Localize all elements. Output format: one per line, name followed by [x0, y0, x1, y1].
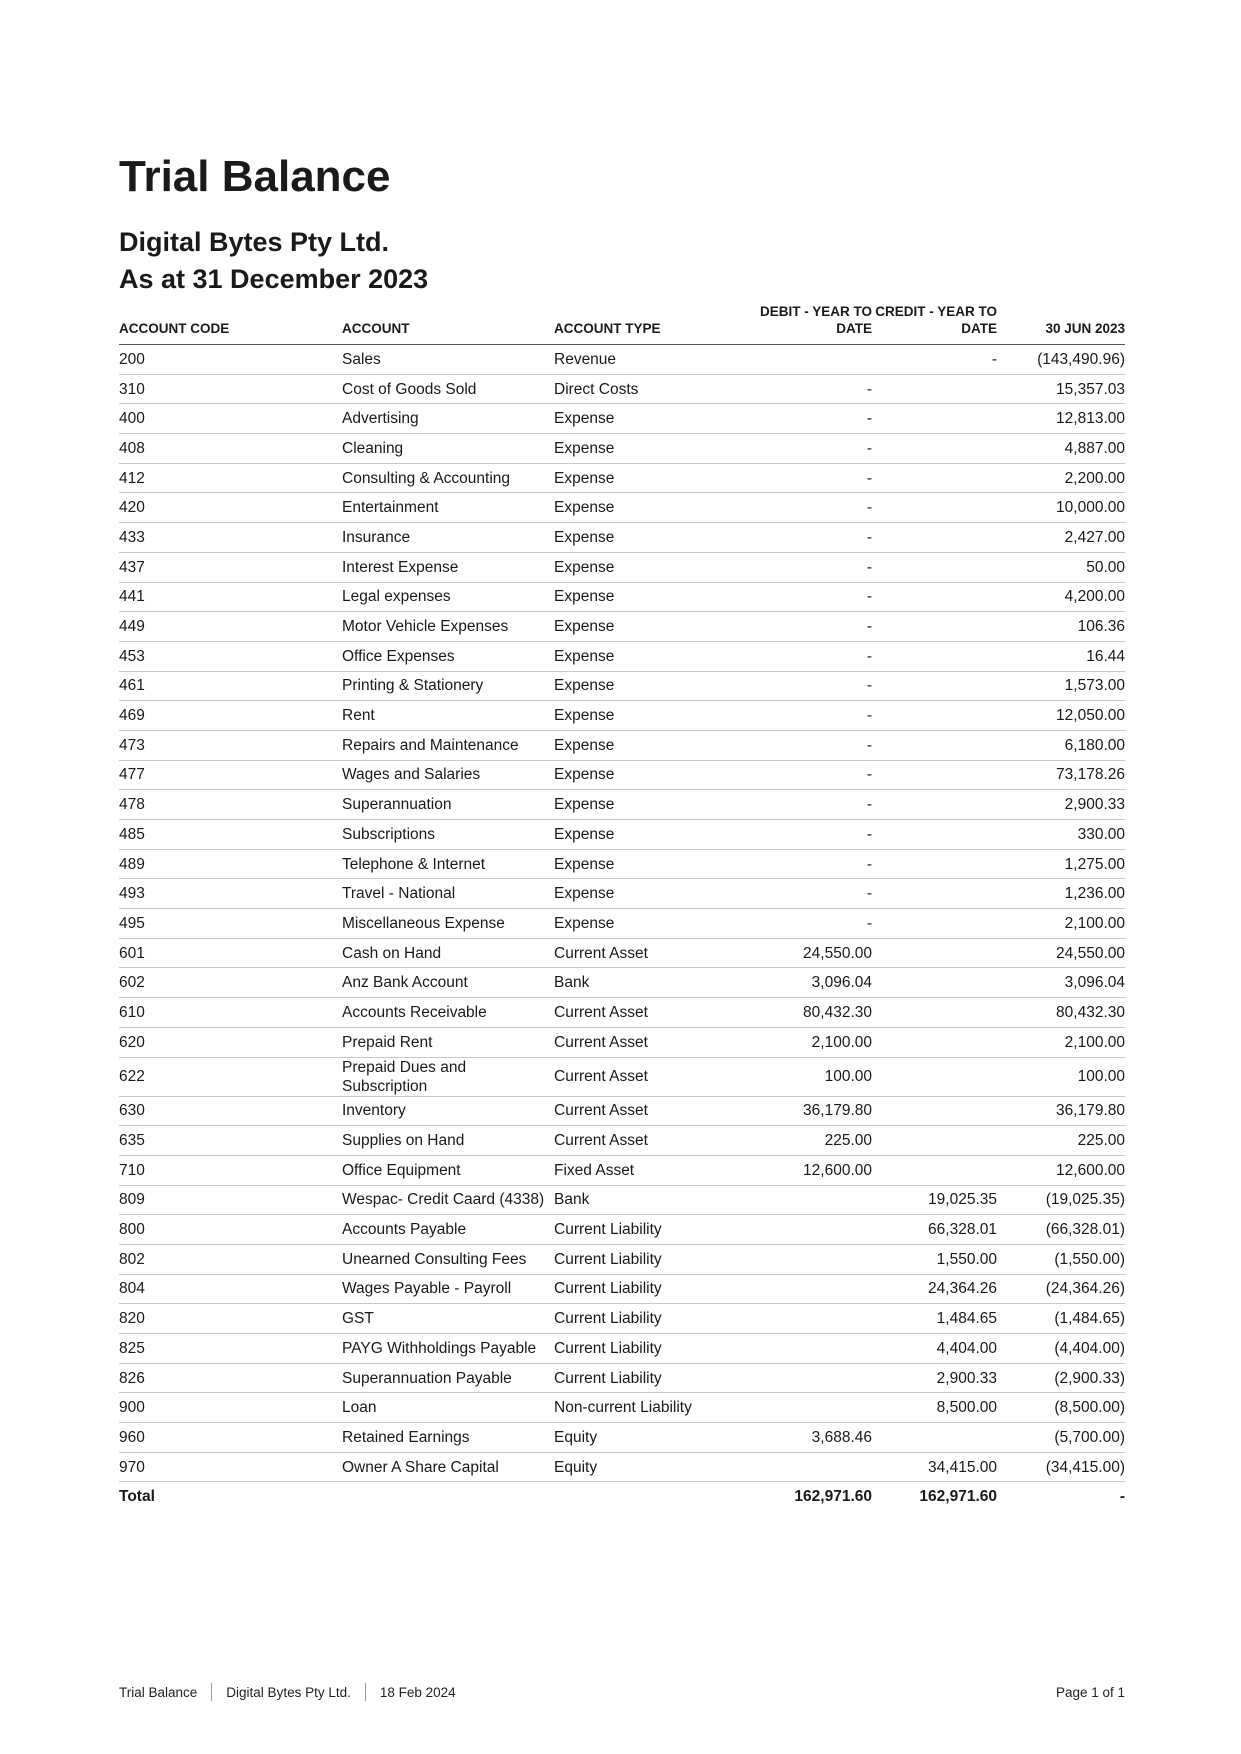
table-row [119, 1274, 1125, 1304]
header-credit-ytd: CREDIT - YEAR TO DATE [872, 300, 997, 345]
cell-debit-ytd [734, 1185, 872, 1215]
cell-30-jun-2023: 10,000.00 [997, 493, 1125, 523]
footer-date: 18 Feb 2024 [379, 1684, 456, 1700]
cell-debit-ytd [734, 345, 872, 375]
total-label: Total [119, 1488, 155, 1506]
cell-account-name: Advertising [342, 404, 554, 434]
cell-account-code: 601 [119, 938, 342, 968]
cell-30-jun-2023: 12,050.00 [997, 701, 1125, 731]
cell-credit-ytd [872, 1057, 997, 1096]
cell-debit-ytd: - [734, 730, 872, 760]
table-row [119, 463, 1125, 493]
cell-30-jun-2023: 50.00 [997, 552, 1125, 582]
table-row [119, 730, 1125, 760]
cell-credit-ytd [872, 612, 997, 642]
cell-30-jun-2023: 12,600.00 [997, 1155, 1125, 1185]
cell-credit-ytd [872, 641, 997, 671]
cell-credit-ytd: 34,415.00 [872, 1452, 997, 1482]
cell-credit-ytd: 4,404.00 [872, 1334, 997, 1364]
table-row [119, 1096, 1125, 1126]
cell-30-jun-2023: (8,500.00) [997, 1393, 1125, 1423]
cell-account-type: Current Asset [554, 1126, 734, 1156]
cell-credit-ytd [872, 582, 997, 612]
cell-account-type: Bank [554, 1185, 734, 1215]
cell-account-code: 960 [119, 1423, 342, 1453]
cell-credit-ytd [872, 938, 997, 968]
cell-debit-ytd [734, 1244, 872, 1274]
table-row [119, 612, 1125, 642]
cell-credit-ytd: 8,500.00 [872, 1393, 997, 1423]
cell-account-name: GST [342, 1304, 554, 1334]
cell-account-name: Cost of Goods Sold [342, 374, 554, 404]
cell-account-name: Travel - National [342, 879, 554, 909]
cell-debit-ytd: - [734, 701, 872, 731]
cell-account-type: Expense [554, 701, 734, 731]
cell-30-jun-2023: 80,432.30 [997, 998, 1125, 1028]
cell-account-code: 710 [119, 1155, 342, 1185]
footer-divider [365, 1683, 366, 1701]
table-row [119, 1027, 1125, 1057]
cell-account-type: Expense [554, 641, 734, 671]
table-row [119, 434, 1125, 464]
table-body [119, 345, 1125, 1482]
cell-account-code: 412 [119, 463, 342, 493]
cell-account-code: 970 [119, 1452, 342, 1482]
cell-account-type: Expense [554, 671, 734, 701]
cell-account-type: Expense [554, 582, 734, 612]
cell-credit-ytd [872, 760, 997, 790]
cell-credit-ytd [872, 671, 997, 701]
cell-account-name: Insurance [342, 523, 554, 553]
cell-account-code: 826 [119, 1363, 342, 1393]
report-page [119, 148, 1125, 1511]
cell-account-type: Fixed Asset [554, 1155, 734, 1185]
cell-account-type: Current Asset [554, 998, 734, 1028]
cell-debit-ytd: - [734, 463, 872, 493]
cell-account-code: 478 [119, 790, 342, 820]
cell-debit-ytd: 3,096.04 [734, 968, 872, 998]
cell-credit-ytd [872, 849, 997, 879]
cell-debit-ytd: - [734, 404, 872, 434]
cell-debit-ytd: - [734, 760, 872, 790]
cell-credit-ytd: 24,364.26 [872, 1274, 997, 1304]
cell-account-type: Current Asset [554, 1057, 734, 1096]
table-row [119, 493, 1125, 523]
table-row [119, 345, 1125, 375]
cell-account-code: 485 [119, 820, 342, 850]
cell-account-name: Prepaid Dues and Subscription [342, 1057, 554, 1096]
cell-account-name: Accounts Payable [342, 1215, 554, 1245]
cell-30-jun-2023: (1,484.65) [997, 1304, 1125, 1334]
cell-account-code: 610 [119, 998, 342, 1028]
cell-account-type: Expense [554, 879, 734, 909]
table-row [119, 820, 1125, 850]
cell-debit-ytd: - [734, 493, 872, 523]
cell-debit-ytd: - [734, 582, 872, 612]
cell-account-name: Interest Expense [342, 552, 554, 582]
cell-credit-ytd [872, 998, 997, 1028]
cell-30-jun-2023: (5,700.00) [997, 1423, 1125, 1453]
cell-30-jun-2023: 106.36 [997, 612, 1125, 642]
cell-account-type: Expense [554, 404, 734, 434]
table-row [119, 1423, 1125, 1453]
cell-credit-ytd [872, 434, 997, 464]
cell-account-name: Office Expenses [342, 641, 554, 671]
cell-account-name: Rent [342, 701, 554, 731]
footer-divider [211, 1683, 212, 1701]
header-account: ACCOUNT [342, 300, 554, 345]
cell-account-code: 420 [119, 493, 342, 523]
cell-credit-ytd: 1,550.00 [872, 1244, 997, 1274]
cell-account-type: Current Asset [554, 938, 734, 968]
trial-balance-table [119, 300, 1125, 1511]
cell-account-name: Superannuation Payable [342, 1363, 554, 1393]
table-row [119, 1304, 1125, 1334]
table-row [119, 1185, 1125, 1215]
cell-account-code: 453 [119, 641, 342, 671]
header-account-type: ACCOUNT TYPE [554, 300, 734, 345]
report-title: Trial Balance [119, 152, 391, 201]
cell-account-name: Wages Payable - Payroll [342, 1274, 554, 1304]
cell-account-type: Current Liability [554, 1274, 734, 1304]
header-30-jun-2023: 30 JUN 2023 [997, 300, 1125, 345]
cell-credit-ytd [872, 1126, 997, 1156]
cell-account-code: 461 [119, 671, 342, 701]
cell-account-name: Unearned Consulting Fees [342, 1244, 554, 1274]
table-row [119, 1393, 1125, 1423]
header-debit-ytd: DEBIT - YEAR TO DATE [734, 300, 872, 345]
cell-account-type: Current Liability [554, 1334, 734, 1364]
table-row [119, 701, 1125, 731]
cell-credit-ytd [872, 1155, 997, 1185]
cell-account-code: 804 [119, 1274, 342, 1304]
cell-account-name: Subscriptions [342, 820, 554, 850]
cell-account-code: 473 [119, 730, 342, 760]
cell-credit-ytd [872, 820, 997, 850]
cell-account-code: 400 [119, 404, 342, 434]
table-row [119, 582, 1125, 612]
cell-account-code: 820 [119, 1304, 342, 1334]
footer-company: Digital Bytes Pty Ltd. [226, 1684, 351, 1700]
cell-debit-ytd [734, 1334, 872, 1364]
cell-account-type: Current Asset [554, 1027, 734, 1057]
table-row [119, 552, 1125, 582]
table-header-row [119, 300, 1125, 345]
cell-30-jun-2023: 4,200.00 [997, 582, 1125, 612]
cell-debit-ytd [734, 1393, 872, 1423]
cell-account-type: Current Liability [554, 1304, 734, 1334]
cell-account-type: Expense [554, 760, 734, 790]
cell-account-code: 441 [119, 582, 342, 612]
cell-30-jun-2023: 4,887.00 [997, 434, 1125, 464]
cell-debit-ytd: - [734, 374, 872, 404]
cell-30-jun-2023: (143,490.96) [997, 345, 1125, 375]
cell-account-type: Expense [554, 493, 734, 523]
cell-account-code: 469 [119, 701, 342, 731]
cell-debit-ytd [734, 1363, 872, 1393]
cell-30-jun-2023: 2,200.00 [997, 463, 1125, 493]
cell-debit-ytd: - [734, 523, 872, 553]
cell-account-name: Inventory [342, 1096, 554, 1126]
cell-account-type: Non-current Liability [554, 1393, 734, 1423]
cell-account-code: 809 [119, 1185, 342, 1215]
cell-account-code: 635 [119, 1126, 342, 1156]
cell-account-name: Supplies on Hand [342, 1126, 554, 1156]
cell-30-jun-2023: 12,813.00 [997, 404, 1125, 434]
cell-credit-ytd [872, 463, 997, 493]
table-row [119, 523, 1125, 553]
cell-account-name: Prepaid Rent [342, 1027, 554, 1057]
cell-account-type: Current Liability [554, 1363, 734, 1393]
cell-account-type: Expense [554, 909, 734, 939]
table-row [119, 909, 1125, 939]
cell-account-type: Current Liability [554, 1244, 734, 1274]
table-row [119, 1363, 1125, 1393]
table-row [119, 404, 1125, 434]
cell-account-name: Telephone & Internet [342, 849, 554, 879]
cell-account-type: Equity [554, 1452, 734, 1482]
cell-account-code: 477 [119, 760, 342, 790]
table-row [119, 1452, 1125, 1482]
cell-credit-ytd: 2,900.33 [872, 1363, 997, 1393]
cell-credit-ytd [872, 701, 997, 731]
cell-30-jun-2023: 330.00 [997, 820, 1125, 850]
cell-credit-ytd: 1,484.65 [872, 1304, 997, 1334]
cell-account-name: Anz Bank Account [342, 968, 554, 998]
cell-30-jun-2023: 36,179.80 [997, 1096, 1125, 1126]
cell-account-type: Expense [554, 523, 734, 553]
cell-debit-ytd: 100.00 [734, 1057, 872, 1096]
cell-30-jun-2023: (24,364.26) [997, 1274, 1125, 1304]
cell-account-code: 900 [119, 1393, 342, 1423]
cell-account-code: 620 [119, 1027, 342, 1057]
table-row [119, 790, 1125, 820]
cell-account-code: 433 [119, 523, 342, 553]
cell-30-jun-2023: 15,357.03 [997, 374, 1125, 404]
table-row [119, 1155, 1125, 1185]
cell-debit-ytd: 24,550.00 [734, 938, 872, 968]
cell-30-jun-2023: 225.00 [997, 1126, 1125, 1156]
cell-account-type: Bank [554, 968, 734, 998]
table-row [119, 1057, 1125, 1096]
cell-account-name: Retained Earnings [342, 1423, 554, 1453]
cell-debit-ytd: - [734, 879, 872, 909]
table-row [119, 1215, 1125, 1245]
cell-debit-ytd: - [734, 849, 872, 879]
cell-account-name: Accounts Receivable [342, 998, 554, 1028]
cell-debit-ytd: - [734, 552, 872, 582]
cell-account-code: 495 [119, 909, 342, 939]
table-row [119, 849, 1125, 879]
cell-30-jun-2023: 1,275.00 [997, 849, 1125, 879]
table-row [119, 1244, 1125, 1274]
cell-credit-ytd [872, 968, 997, 998]
cell-account-type: Expense [554, 790, 734, 820]
table-row [119, 938, 1125, 968]
cell-account-name: Cash on Hand [342, 938, 554, 968]
cell-account-code: 449 [119, 612, 342, 642]
cell-account-type: Expense [554, 820, 734, 850]
table-row [119, 998, 1125, 1028]
total-row [119, 1482, 1125, 1511]
table-row [119, 641, 1125, 671]
cell-credit-ytd [872, 374, 997, 404]
cell-account-type: Expense [554, 463, 734, 493]
total-debit: 162,971.60 [794, 1488, 872, 1506]
cell-account-type: Current Asset [554, 1096, 734, 1126]
cell-30-jun-2023: (34,415.00) [997, 1452, 1125, 1482]
cell-credit-ytd [872, 404, 997, 434]
cell-account-code: 622 [119, 1057, 342, 1096]
cell-account-name: Cleaning [342, 434, 554, 464]
cell-account-code: 489 [119, 849, 342, 879]
cell-30-jun-2023: 2,900.33 [997, 790, 1125, 820]
footer-report-name: Trial Balance [119, 1684, 198, 1700]
cell-account-code: 493 [119, 879, 342, 909]
total-30-jun: - [1119, 1488, 1125, 1506]
cell-debit-ytd: 12,600.00 [734, 1155, 872, 1185]
cell-30-jun-2023: 1,236.00 [997, 879, 1125, 909]
cell-account-code: 630 [119, 1096, 342, 1126]
cell-account-type: Expense [554, 730, 734, 760]
table-row [119, 1334, 1125, 1364]
cell-account-type: Current Liability [554, 1215, 734, 1245]
cell-account-name: Consulting & Accounting [342, 463, 554, 493]
page-footer [119, 1683, 1125, 1701]
cell-account-type: Expense [554, 849, 734, 879]
table-row [119, 879, 1125, 909]
cell-30-jun-2023: (1,550.00) [997, 1244, 1125, 1274]
cell-account-name: Sales [342, 345, 554, 375]
cell-account-name: Owner A Share Capital [342, 1452, 554, 1482]
cell-credit-ytd [872, 790, 997, 820]
cell-30-jun-2023: 2,427.00 [997, 523, 1125, 553]
cell-debit-ytd [734, 1452, 872, 1482]
cell-account-name: Office Equipment [342, 1155, 554, 1185]
cell-account-name: Wages and Salaries [342, 760, 554, 790]
cell-credit-ytd [872, 552, 997, 582]
cell-account-code: 310 [119, 374, 342, 404]
cell-debit-ytd [734, 1274, 872, 1304]
cell-account-name: Loan [342, 1393, 554, 1423]
report-date: As at 31 December 2023 [119, 264, 429, 294]
cell-account-code: 802 [119, 1244, 342, 1274]
cell-account-code: 437 [119, 552, 342, 582]
header-account-code: ACCOUNT CODE [119, 300, 342, 345]
footer-page-number: Page 1 of 1 [1055, 1684, 1125, 1700]
cell-30-jun-2023: 6,180.00 [997, 730, 1125, 760]
cell-account-name: Wespac- Credit Caard (4338) [342, 1185, 554, 1215]
cell-account-name: Motor Vehicle Expenses [342, 612, 554, 642]
cell-debit-ytd: - [734, 612, 872, 642]
cell-credit-ytd [872, 909, 997, 939]
cell-account-code: 825 [119, 1334, 342, 1364]
cell-account-code: 408 [119, 434, 342, 464]
table-row [119, 671, 1125, 701]
cell-account-type: Equity [554, 1423, 734, 1453]
cell-credit-ytd [872, 730, 997, 760]
cell-30-jun-2023: 73,178.26 [997, 760, 1125, 790]
table-row [119, 760, 1125, 790]
cell-account-name: Printing & Stationery [342, 671, 554, 701]
cell-debit-ytd [734, 1215, 872, 1245]
cell-account-name: Superannuation [342, 790, 554, 820]
cell-credit-ytd: 19,025.35 [872, 1185, 997, 1215]
cell-account-type: Revenue [554, 345, 734, 375]
cell-debit-ytd: - [734, 820, 872, 850]
cell-debit-ytd: 80,432.30 [734, 998, 872, 1028]
cell-credit-ytd: - [872, 345, 997, 375]
cell-account-type: Expense [554, 612, 734, 642]
cell-debit-ytd: 3,688.46 [734, 1423, 872, 1453]
cell-30-jun-2023: 2,100.00 [997, 909, 1125, 939]
cell-30-jun-2023: (19,025.35) [997, 1185, 1125, 1215]
cell-debit-ytd [734, 1304, 872, 1334]
cell-credit-ytd [872, 1027, 997, 1057]
cell-account-code: 800 [119, 1215, 342, 1245]
cell-credit-ytd [872, 493, 997, 523]
cell-credit-ytd [872, 1096, 997, 1126]
cell-debit-ytd: - [734, 434, 872, 464]
cell-30-jun-2023: (2,900.33) [997, 1363, 1125, 1393]
table-row [119, 374, 1125, 404]
cell-account-code: 200 [119, 345, 342, 375]
cell-account-type: Expense [554, 434, 734, 464]
company-name: Digital Bytes Pty Ltd. [119, 227, 390, 257]
cell-30-jun-2023: 3,096.04 [997, 968, 1125, 998]
cell-account-name: Legal expenses [342, 582, 554, 612]
cell-30-jun-2023: (66,328.01) [997, 1215, 1125, 1245]
cell-account-type: Direct Costs [554, 374, 734, 404]
cell-30-jun-2023: 16.44 [997, 641, 1125, 671]
cell-30-jun-2023: 1,573.00 [997, 671, 1125, 701]
cell-30-jun-2023: 24,550.00 [997, 938, 1125, 968]
cell-credit-ytd [872, 879, 997, 909]
cell-debit-ytd: - [734, 790, 872, 820]
total-credit: 162,971.60 [919, 1488, 997, 1506]
table-row [119, 1126, 1125, 1156]
cell-account-name: Miscellaneous Expense [342, 909, 554, 939]
cell-account-type: Expense [554, 552, 734, 582]
cell-debit-ytd: - [734, 909, 872, 939]
cell-debit-ytd: 36,179.80 [734, 1096, 872, 1126]
cell-30-jun-2023: (4,404.00) [997, 1334, 1125, 1364]
cell-account-code: 602 [119, 968, 342, 998]
cell-30-jun-2023: 100.00 [997, 1057, 1125, 1096]
cell-debit-ytd: - [734, 641, 872, 671]
cell-debit-ytd: 2,100.00 [734, 1027, 872, 1057]
cell-account-name: PAYG Withholdings Payable [342, 1334, 554, 1364]
cell-account-name: Repairs and Maintenance [342, 730, 554, 760]
cell-debit-ytd: 225.00 [734, 1126, 872, 1156]
cell-account-name: Entertainment [342, 493, 554, 523]
cell-credit-ytd: 66,328.01 [872, 1215, 997, 1245]
cell-credit-ytd [872, 523, 997, 553]
table-row [119, 968, 1125, 998]
cell-credit-ytd [872, 1423, 997, 1453]
cell-30-jun-2023: 2,100.00 [997, 1027, 1125, 1057]
cell-debit-ytd: - [734, 671, 872, 701]
